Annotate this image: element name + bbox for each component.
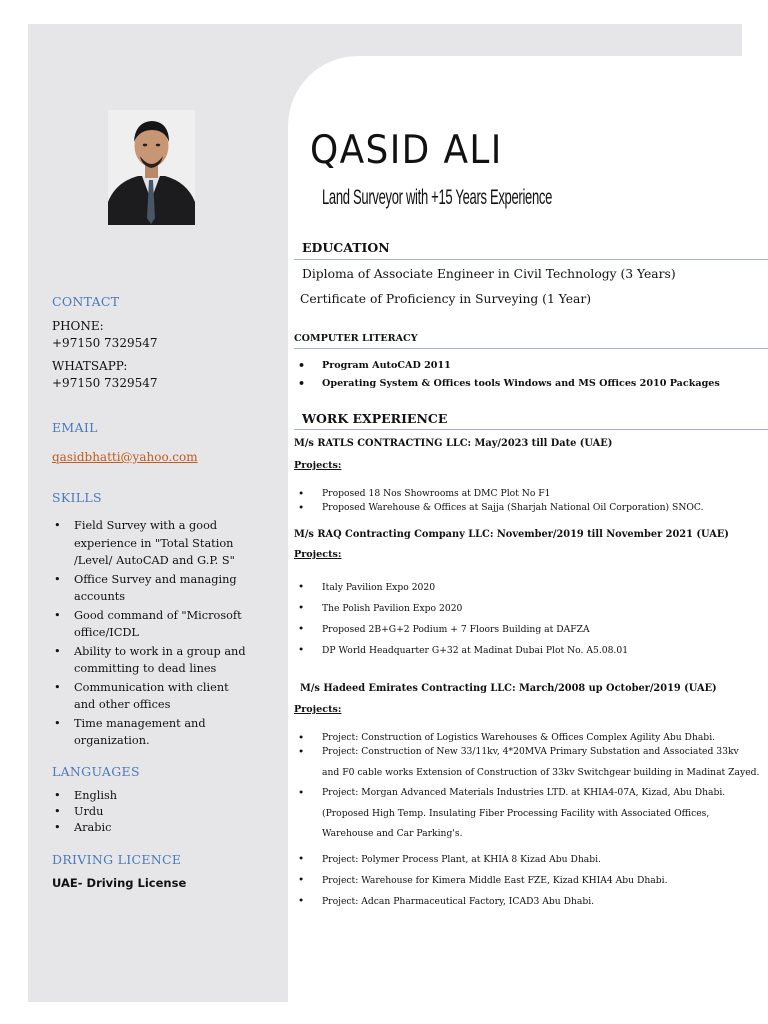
job-projects <box>294 849 668 912</box>
language-item: • Arabic <box>52 820 252 836</box>
job-projects <box>294 577 628 661</box>
whatsapp-label: WHATSAPP: <box>52 359 128 373</box>
computer-divider <box>294 348 768 349</box>
language-item: • English <box>52 788 252 804</box>
project-item: • Project: Warehouse for Kimera Middle East FZE, Kizad KHIA4 Abu Dhabi. <box>294 870 668 891</box>
contact-heading: CONTACT <box>52 294 120 309</box>
driving-heading: DRIVING LICENCE <box>52 852 182 867</box>
project-continuation: Warehouse and Car Parking's. <box>322 828 463 839</box>
project-item: • Project: Adcan Pharmaceutical Factory, ICAD3 Abu Dhabi. <box>294 891 668 912</box>
project-item: • Proposed 18 Nos Showrooms at DMC Plot No F1 <box>294 487 704 501</box>
phone-label: PHONE: <box>52 319 104 333</box>
project-item: • Project: Polymer Process Plant, at KHIA 8 Kizad Abu Dhabi. <box>294 849 668 870</box>
job-projects <box>294 487 704 515</box>
work-divider <box>294 429 768 430</box>
project-item: • Proposed 2B+G+2 Podium + 7 Floors Building at DAFZA <box>294 619 628 640</box>
project-item: • Project: Construction of New 33/11kv, 4*20MVA Primary Substation and Associated 33kv <box>294 745 739 759</box>
job-projects <box>294 731 739 759</box>
project-item: • The Polish Pavilion Expo 2020 <box>294 598 628 619</box>
skill-item: • Time management and organization. <box>52 715 252 750</box>
phone-number: +97150 7329547 <box>52 336 158 350</box>
computer-item: • Operating System & Offices tools Windows and MS Offices 2010 Packages <box>294 375 720 393</box>
skills-heading: SKILLS <box>52 490 102 505</box>
work-heading: WORK EXPERIENCE <box>302 411 448 426</box>
skill-item: • Good command of "Microsoft office/ICDL <box>52 607 252 642</box>
education-item: Diploma of Associate Engineer in Civil Technology (3 Years) <box>302 267 676 281</box>
email-link[interactable]: qasidbhatti@yahoo.com <box>52 450 198 464</box>
project-item: • Italy Pavilion Expo 2020 <box>294 577 628 598</box>
skill-item: • Field Survey with a good experience in "Total Station /Level/ AutoCAD and G.P. S" <box>52 517 252 570</box>
languages-heading: LANGUAGES <box>52 764 140 779</box>
language-item: • Urdu <box>52 804 252 820</box>
project-item: • Project: Construction of Logistics Warehouses & Offices Complex Agility Abu Dhabi. <box>294 731 739 745</box>
education-divider <box>294 259 768 260</box>
job-company: M/s RATLS CONTRACTING LLC: May/2023 till Date (UAE) <box>294 438 613 449</box>
whatsapp-number: +97150 7329547 <box>52 376 158 390</box>
project-item: • Proposed Warehouse & Offices at Sajja (Sharjah National Oil Corporation) SNOC. <box>294 501 704 515</box>
skill-item: • Office Survey and managing accounts <box>52 571 252 606</box>
education-heading: EDUCATION <box>302 240 390 255</box>
skill-item: • Ability to work in a group and committing to dead lines <box>52 643 252 678</box>
project-item: • DP World Headquarter G+32 at Madinat Dubai Plot No. A5.08.01 <box>294 640 628 661</box>
candidate-title: Land Surveyor with +15 Years Experience <box>322 186 553 209</box>
projects-label: Projects: <box>294 549 342 560</box>
computer-list <box>294 357 720 393</box>
project-continuation: and F0 cable works Extension of Construction of 33kv Switchgear building in Madinat Zayed. <box>322 767 760 778</box>
computer-item: • Program AutoCAD 2011 <box>294 357 720 375</box>
header-band <box>300 24 742 56</box>
projects-label: Projects: <box>294 704 342 715</box>
projects-label: Projects: <box>294 460 342 471</box>
computer-heading: COMPUTER LITERACY <box>294 333 418 344</box>
languages-list <box>52 788 252 836</box>
education-item: Certificate of Proficiency in Surveying (1 Year) <box>300 292 592 306</box>
job-company: M/s Hadeed Emirates Contracting LLC: March/2008 up October/2019 (UAE) <box>300 683 717 694</box>
skills-list <box>52 517 252 751</box>
project-continuation: (Proposed High Temp. Insulating Fiber Processing Facility with Associated Offices, <box>322 808 710 819</box>
candidate-name: QASID ALI <box>310 128 503 173</box>
job-projects <box>294 786 725 800</box>
email-heading: EMAIL <box>52 420 98 435</box>
project-item: • Project: Morgan Advanced Materials Industries LTD. at KHIA4-07A, Kizad, Abu Dhabi. <box>294 786 725 800</box>
skill-item: • Communication with client and other offices <box>52 679 252 714</box>
driving-text: UAE- Driving License <box>52 876 187 890</box>
profile-photo <box>108 110 195 225</box>
job-company: M/s RAQ Contracting Company LLC: November/2019 till November 2021 (UAE) <box>294 529 729 540</box>
